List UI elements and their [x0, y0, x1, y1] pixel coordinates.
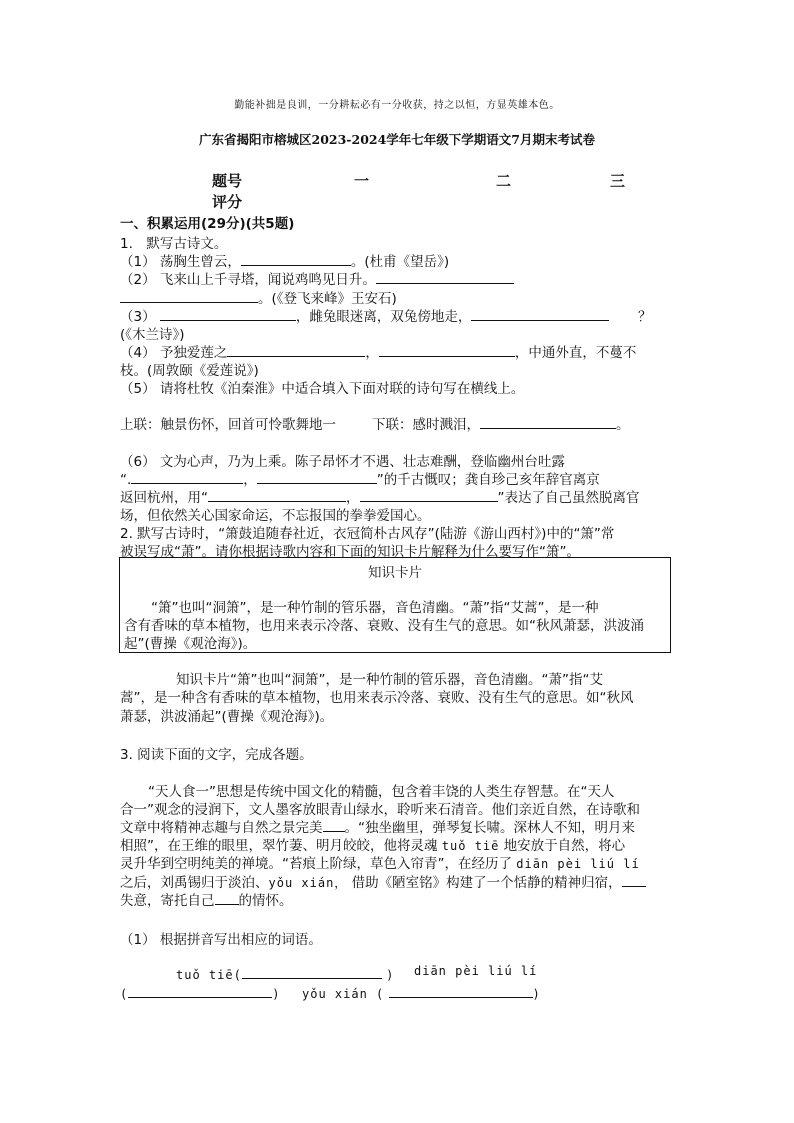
answer-blank[interactable] [389, 983, 533, 998]
couplet-up: 上联：触景伤怀，回首可怜歌舞地一 [120, 417, 336, 433]
blank[interactable] [227, 342, 365, 357]
score-col-3: 三 [610, 172, 626, 190]
card-title: 知识卡片 [368, 565, 422, 581]
q3-stem: 3. 阅读下面的文字，完成各题。 [120, 747, 313, 763]
exam-title: 广东省揭阳市榕城区2023-2024学年七年级下学期语文7月期末考试卷 [199, 132, 595, 147]
blank[interactable] [323, 817, 345, 832]
q1-line3-q: ？ [638, 309, 652, 325]
q1-line3: （3） ，雌兔眼迷离，双兔傍地走， [120, 305, 609, 325]
q1-line2: （2） 飞来山上千寻塔，闻说鸡鸣见日升。 [120, 268, 514, 288]
blank[interactable] [360, 487, 498, 502]
blank[interactable] [622, 872, 646, 887]
q1-line6b: “. ， ”的千古慨叹；龚自珍己亥年辞官离京 [120, 468, 600, 488]
section-heading: 一、积累运用(29分)(共5题) [120, 216, 295, 232]
pinyin-row2b: yǒu xián ( ) [302, 983, 541, 1002]
blank[interactable] [215, 890, 239, 905]
blank[interactable] [131, 469, 243, 484]
q3-sub1: （1） 根据拼音写出相应的词语。 [120, 932, 322, 948]
q2-line1: 2. 默写古诗时，“箫鼓追随春社近，衣冠简朴古风存”(陆游《游山西村》)中的“箫”常 [120, 526, 615, 542]
answer-blank[interactable] [242, 964, 382, 979]
q1-line3c: (《木兰诗》) [120, 327, 185, 343]
q3-para-line5: 灵升华到空明纯美的禅境。“苔痕上阶绿，草色入帘青”，在经历了 diān pèi liú lí [120, 856, 640, 872]
card-line: 含有香味的草本植物，也用来表示冷落、衰败、没有生气的意思。如“秋风萧瑟，洪波涌 [124, 618, 644, 634]
pinyin-row2: ( ) [120, 983, 280, 1002]
blank[interactable] [480, 414, 616, 429]
card-line: “箫”也叫“洞箫”，是一种竹制的管乐器，音色清幽。“萧”指“艾蒿”，是一种 [124, 600, 599, 616]
blank[interactable] [471, 306, 609, 321]
score-col-1: 一 [354, 172, 370, 190]
q1-line2b: 。(《登飞来峰》王安石) [120, 287, 397, 307]
q1-line6d: 场，但依然关心国家命运，不忘报国的拳拳爱国心。 [120, 508, 431, 524]
pinyin-label: diān pèi liú lí [414, 964, 538, 978]
card-line: 起”(曹操《观沧海》)。 [124, 636, 257, 652]
blank[interactable] [160, 306, 296, 321]
q1-line6c: 返回杭州，用“ ， ”表达了自己虽然脱离官 [120, 486, 640, 506]
q1-line4d: 枝。(周敦颐《爱莲说》) [120, 363, 259, 379]
q1-line1: （1） 荡胸生曾云， 。(杜甫《望岳》) [120, 250, 449, 270]
blank[interactable] [120, 288, 258, 303]
q3-para-line2: 合一”观念的浸润下，文人墨客放眼青山绿水，聆听来石清音。他们亲近自然，在诗歌和 [120, 802, 640, 818]
blank[interactable] [257, 469, 377, 484]
score-col-2: 二 [496, 172, 512, 190]
q1-line5: （5） 请将杜牧《泊秦淮》中适合填入下面对联的诗句写在横线上。 [120, 381, 525, 397]
pinyin-row1: tuǒ tiē( ) [176, 964, 394, 983]
q1-line4: （4） 予独爱莲之 ， ，中通外直，不蔓不 [120, 341, 636, 361]
blank[interactable] [208, 487, 346, 502]
q3-para-line7: 失意，寄托自己 的情怀。 [120, 889, 293, 909]
q2-para-line3: 萧瑟，洪波涌起”(曹操《观沧海》)。 [120, 709, 334, 725]
score-row-label: 题号 [212, 172, 243, 190]
motto: 勤能补拙是良训，一分耕耘必有一分收获，持之以恒，方显英雄本色。 [234, 100, 560, 111]
q3-para-line1: “天人食一”思想是传统中国文化的精髓，包含着丰饶的人类生存智慧。在“天人 [148, 784, 615, 800]
couplet-down: 下联：感时溅泪， 。 [372, 413, 630, 433]
blank[interactable] [379, 342, 515, 357]
q2-line2: 被误写成“萧”。请你根据诗歌内容和下面的知识卡片解释为什么要写作“箫”。 [120, 544, 580, 560]
score-row-label-2: 评分 [212, 193, 243, 211]
q3-para-line4: 相照”，在王维的眼里，翠竹萋、明月皎皎，他将灵魂 tuǒ tiē 地安放于自然，将心 [120, 838, 626, 854]
q1-stem: 1. 默写古诗文。 [120, 236, 228, 252]
knowledge-card [119, 557, 671, 653]
q1-line6a: （6） 文为心声，乃为上乘。陈子昂怀才不遇、壮志难酬，登临幽州台吐露 [120, 454, 565, 470]
q3-para-line6: 之后，刘禹锡归于淡泊、yǒu xián， 借助《陋室铭》构建了一个恬静的精神归宿， [120, 871, 646, 891]
q2-para-line1: 知识卡片“箫”也叫“洞箫”，是一种竹制的管乐器，音色清幽。“萧”指“艾 [176, 672, 603, 688]
q2-para-line2: 蒿”，是一种含有香味的草本植物，也用来表示冷落、衰败、没有生气的意思。如“秋风 [120, 690, 634, 706]
blank[interactable] [241, 251, 351, 266]
blank[interactable] [376, 269, 514, 284]
q3-para-line3: 文章中将精神志趣与自然之景完美 。“独坐幽里，弹琴复长啸。深林人不知，明月来 [120, 816, 635, 836]
answer-blank[interactable] [128, 983, 272, 998]
